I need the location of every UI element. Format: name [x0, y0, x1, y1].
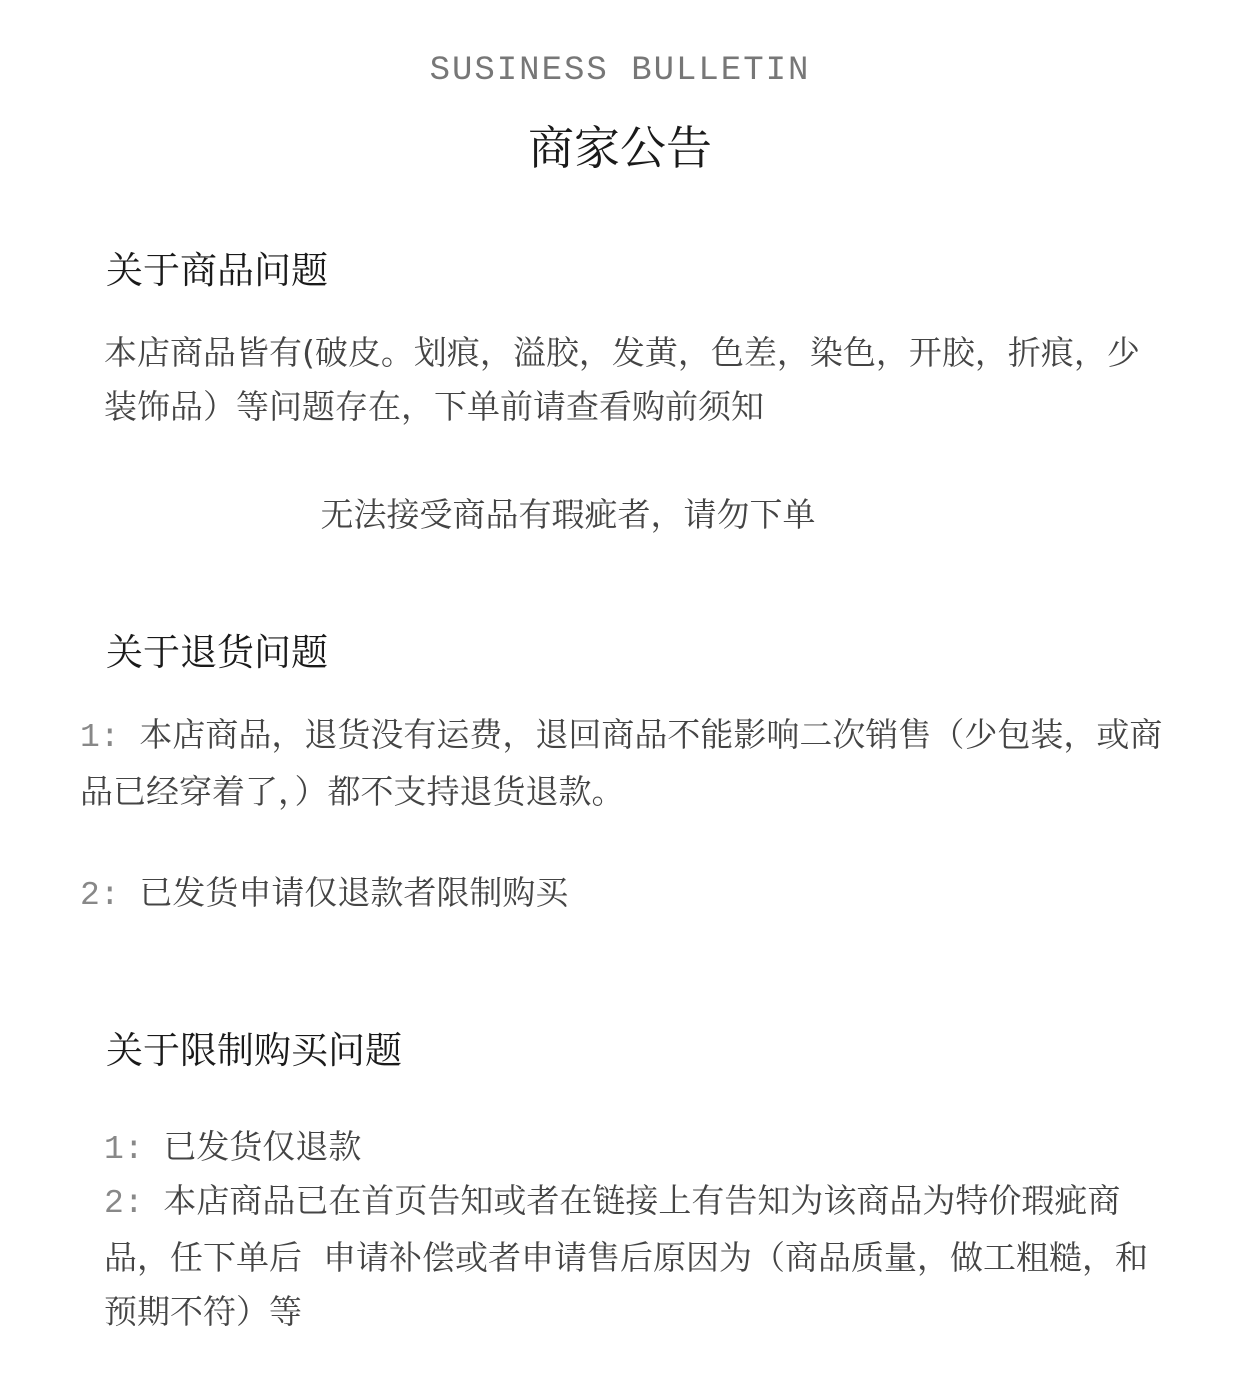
restrictions-item-2-number: 2 [104, 1185, 124, 1222]
restrictions-item-2-separator: : [123, 1185, 164, 1222]
restrictions-item-2-text: 本店商品已在首页告知或者在链接上有告知为该商品为特价瑕疵商品，任下单后 申请补偿或者申请售后原因为（商品质量，做工粗糙，和预期不符）等 [104, 1181, 1148, 1331]
returns-item-2-separator: : [99, 877, 140, 914]
section-heading-product: 关于商品问题 [106, 249, 328, 292]
returns-item-1-number: 1 [80, 719, 100, 756]
returns-item-2 [80, 866, 1180, 923]
section-heading-returns: 关于退货问题 [106, 631, 328, 674]
page-title: 商家公告 [528, 121, 712, 175]
returns-item-1-separator: : [99, 719, 140, 756]
returns-item-1-text: 本店商品，退货没有运费，退回商品不能影响二次销售（少包装，或商品已经穿着了，）都不支持退货退款。 [80, 715, 1163, 811]
restrictions-item-1-text: 已发货仅退款 [163, 1127, 362, 1166]
returns-item-1 [80, 708, 1180, 819]
bulletin-eyebrow: SUSINESS BULLETIN [429, 52, 811, 90]
restrictions-item-2 [104, 1174, 1180, 1339]
product-issues-text: 本店商品皆有(破皮。划痕，溢胶，发黄，色差，染色，开胶，折痕，少装饰品）等问题存在，下单前请查看购前须知 [104, 333, 1140, 426]
returns-item-2-text: 已发货申请仅退款者限制购买 [139, 873, 569, 912]
restrictions-item-1-number: 1 [104, 1131, 124, 1168]
restrictions-item-1 [104, 1120, 1180, 1177]
product-defect-notice: 无法接受商品有瑕疵者，请勿下单 [320, 495, 816, 534]
returns-item-2-number: 2 [80, 877, 100, 914]
restrictions-item-1-separator: : [123, 1131, 164, 1168]
section-heading-restrictions: 关于限制购买问题 [106, 1029, 402, 1072]
